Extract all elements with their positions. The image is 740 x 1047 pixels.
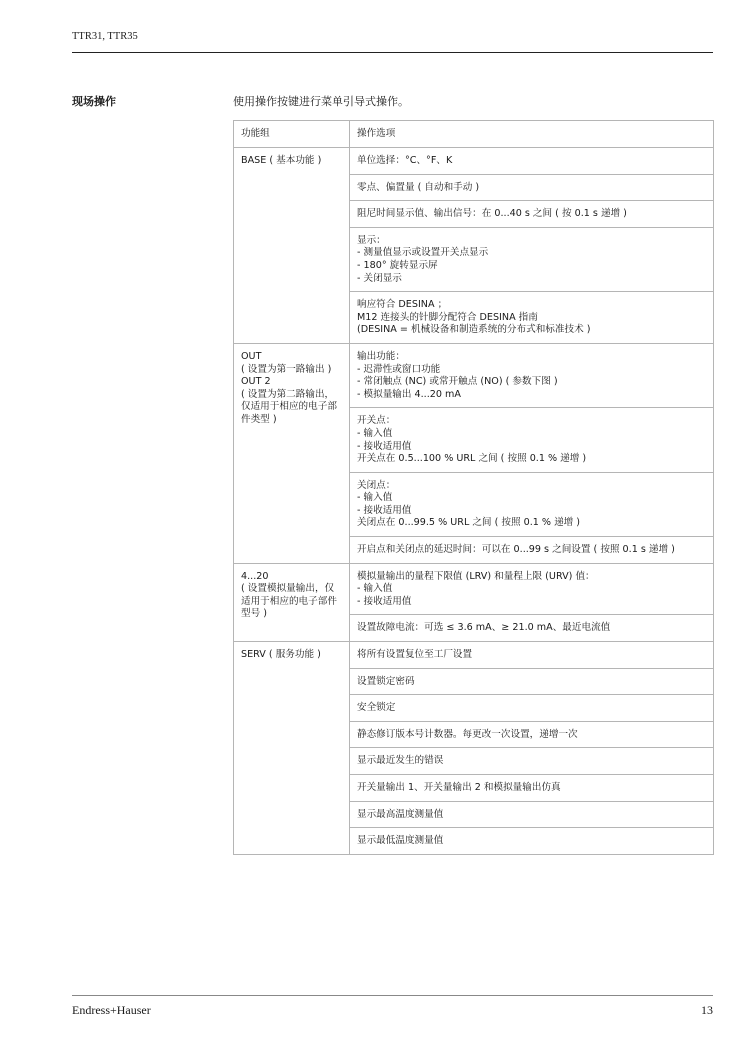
- operation-option-cell: 零点、偏置量 ( 自动和手动 ): [350, 174, 714, 201]
- operation-option-cell: 输出功能： - 迟滞性或窗口功能 - 常闭触点 (NC) 或常开触点 (NO) ( 参数下图 ) - 模拟量输出 4...20 mA: [350, 343, 714, 407]
- table-row: [234, 642, 714, 669]
- column-header-operation-option: 操作选项: [350, 121, 714, 148]
- operation-option-cell: 单位选择：°C、°F、K: [350, 148, 714, 175]
- operation-option-cell: 将所有设置复位至工厂设置: [350, 642, 714, 669]
- footer-rule: [72, 995, 713, 996]
- operation-option-cell: 设置故障电流：可选 ≤ 3.6 mA、≥ 21.0 mA、最近电流值: [350, 615, 714, 642]
- table-body: [234, 148, 714, 855]
- function-group-cell: 4...20 ( 设置模拟量输出，仅 适用于相应的电子部件 型号 ): [234, 563, 350, 641]
- operation-option-cell: 模拟量输出的量程下限值 (LRV) 和量程上限 (URV) 值： - 输入值 - 接收适用值: [350, 563, 714, 615]
- operation-option-cell: 显示最高温度测量值: [350, 801, 714, 828]
- operation-option-cell: 开关点： - 输入值 - 接收适用值 开关点在 0.5...100 % URL 之间 ( 按照 0.1 % 递增 ): [350, 408, 714, 472]
- function-group-cell: OUT ( 设置为第一路输出 ) OUT 2 ( 设置为第二路输出， 仅适用于相应的电子部 件类型 ): [234, 343, 350, 563]
- table-header-row: [234, 121, 714, 148]
- operation-option-cell: 安全锁定: [350, 695, 714, 722]
- operation-option-cell: 静态修订版本号计数器。每更改一次设置，递增一次: [350, 721, 714, 748]
- operation-option-cell: 显示： - 测量值显示或设置开关点显示 - 180° 旋转显示屏 - 关闭显示: [350, 227, 714, 291]
- table-row: [234, 148, 714, 175]
- function-group-cell: BASE ( 基本功能 ): [234, 148, 350, 344]
- operation-option-cell: 阻尼时间显示值、输出信号：在 0...40 s 之间 ( 按 0.1 s 递增 ): [350, 201, 714, 228]
- operation-option-cell: 显示最低温度测量值: [350, 828, 714, 855]
- section-intro: 使用操作按键进行菜单引导式操作。: [233, 95, 409, 108]
- section-heading: 现场操作: [72, 95, 116, 108]
- operation-options-table: [233, 120, 714, 855]
- document-header-title: TTR31, TTR35: [72, 31, 138, 42]
- operation-option-cell: 开关量输出 1、开关量输出 2 和模拟量输出仿真: [350, 775, 714, 802]
- table-row: [234, 563, 714, 615]
- operation-option-cell: 关闭点： - 输入值 - 接收适用值 关闭点在 0...99.5 % URL 之间 ( 按照 0.1 % 递增 ): [350, 472, 714, 536]
- footer-brand: Endress+Hauser: [72, 1003, 151, 1017]
- table-row: [234, 343, 714, 407]
- function-group-cell: SERV ( 服务功能 ): [234, 642, 350, 855]
- operation-option-cell: 显示最近发生的错误: [350, 748, 714, 775]
- header-rule: [72, 52, 713, 53]
- page-number: 13: [701, 1003, 713, 1017]
- column-header-function-group: 功能组: [234, 121, 350, 148]
- operation-option-cell: 开启点和关闭点的延迟时间：可以在 0...99 s 之间设置 ( 按照 0.1 s 递增 ): [350, 537, 714, 564]
- operation-option-cell: 设置锁定密码: [350, 668, 714, 695]
- operation-option-cell: 响应符合 DESINA ； M12 连接头的针脚分配符合 DESINA 指南 (DESINA = 机械设备和制造系统的分布式和标准技术 ): [350, 292, 714, 344]
